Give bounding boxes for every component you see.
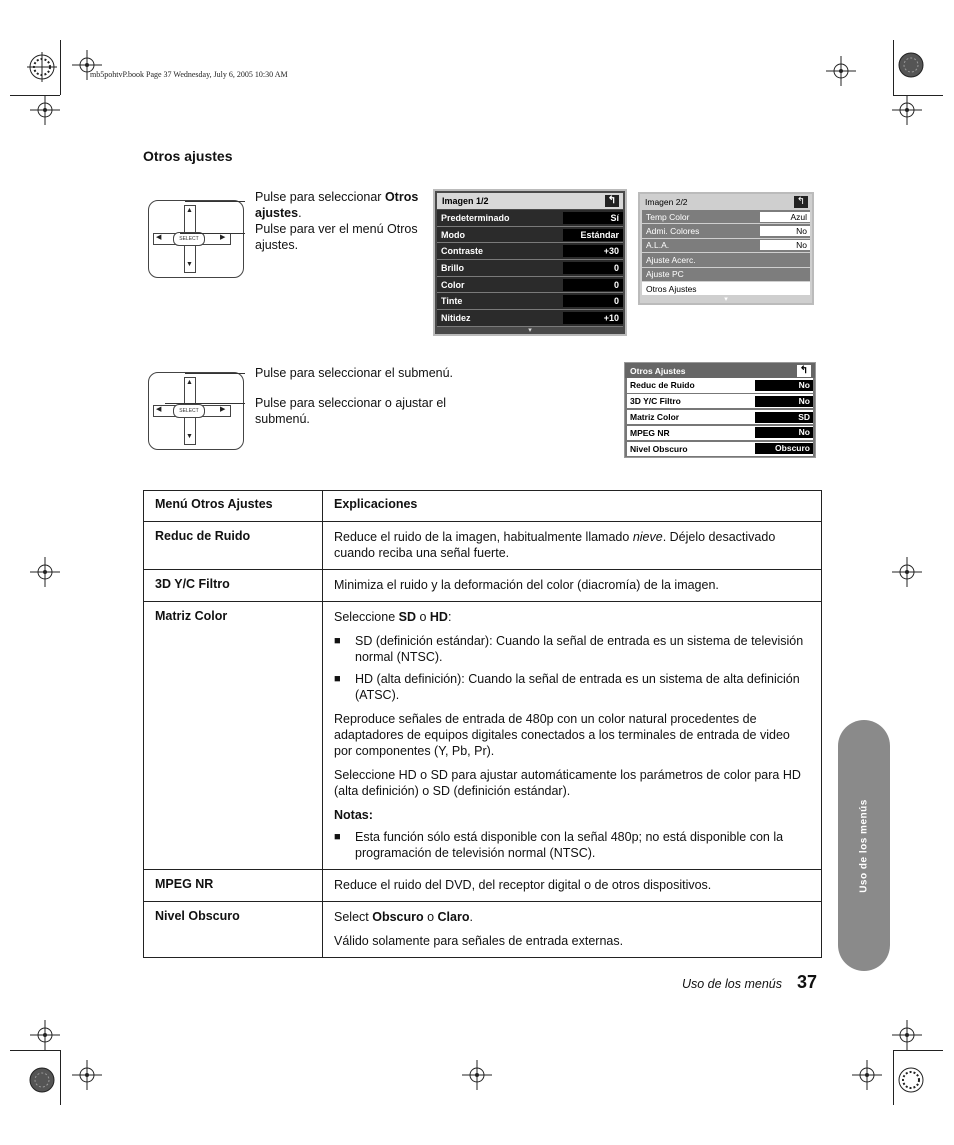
osd-menu-row [627,410,813,425]
osd-menu-row [627,378,813,393]
crop-mark [60,1050,61,1105]
osd-menu-row [437,227,623,244]
osd-row-label: Nitidez [441,312,471,323]
registration-mark-icon [896,50,926,80]
osd-menu-row [437,310,623,327]
select-button: SELECT [173,232,205,246]
osd-row-value: Azul [760,212,810,222]
table-row [144,522,822,570]
section-side-tab [838,720,890,971]
osd-row-value: +10 [563,312,623,324]
osd-row-label: Predeterminado [441,212,510,223]
crop-mark [893,1050,894,1105]
remote-dpad [148,200,242,276]
notes-label: Notas: [334,808,373,822]
return-icon: ↰ [794,196,808,208]
osd-row-label: Reduc de Ruido [630,380,695,391]
bullet-icon: ■ [334,673,341,685]
table-row [144,870,822,902]
table-row [144,570,822,602]
osd-row-label: Matriz Color [630,412,680,423]
osd-row-value: Estándar [563,229,623,241]
registration-mark-icon [27,1065,57,1095]
osd-title: Imagen 1/2 [442,196,489,206]
osd-row-value: Obscuro [755,443,813,454]
step1-instruction-2: Pulse para ver el menú Otros ajustes. [255,222,418,252]
section-title: Otros ajustes [143,148,233,164]
return-icon: ↰ [797,365,811,377]
table-header: Menú Otros Ajustes [144,491,323,522]
crop-mark [893,1050,943,1051]
osd-row-value: +30 [563,245,623,257]
crop-mark [10,1050,60,1051]
crosshair-icon [72,1060,102,1090]
crosshair-icon [30,557,60,587]
bullet-icon: ■ [334,635,341,647]
arrow-right-icon: ▶ [220,234,226,241]
osd-row-value: Sí [563,212,623,224]
menu-item-description: Select Obscuro o Claro. Válido solamente para señales de entrada externas. [323,902,822,958]
crosshair-icon [892,1020,922,1050]
osd-row-label: A.L.A. [646,240,670,251]
arrow-down-icon: ▼ [186,433,193,440]
osd-row-label: Otros Ajustes [646,283,697,294]
step2-instruction-2: Pulse para seleccionar o ajustar el submenú. [255,396,447,426]
side-tab-label: Uso de los menús [858,798,870,893]
menu-item-name: Matriz Color [144,602,323,870]
return-icon: ↰ [605,195,619,207]
osd-row-value: No [755,380,813,391]
arrow-up-icon: ▲ [186,379,193,386]
select-button: SELECT [173,404,205,418]
menu-item-description: Seleccione SD o HD: ■ SD (definición estándar): Cuando la señal de entrada es un sistema de televisión normal (NTSC). ■ HD (alta definición): Cuando la señal de entrada es un sistema de alta definición (ATSC). Reproduce señales de entrada de 480p con un color natural procedentes de adaptadores de equipos digitales conectados a los terminales de entrada de video por componentes (Y, Pb, Pr). Seleccione HD o SD para ajustar automáticamente los parámetros de color para HD (alta definición) o SD (definición estándar). Notas: ■ Esta función sólo está disponible con la señal 480p; no está disponible con la programación de televisión normal (NTSC). [323,602,822,870]
osd-row-value: No [755,427,813,438]
arrow-left-icon: ◀ [156,406,162,413]
osd-row-label: Modo [441,229,465,240]
osd-menu-row [642,268,810,282]
crosshair-icon [462,1060,492,1090]
osd-menu-row [437,260,623,277]
osd-menu-row [642,253,810,267]
menu-item-name: Reduc de Ruido [144,522,323,570]
remote-dpad [148,372,242,448]
osd-row-label: Temp Color [646,211,690,222]
osd-menu-row [627,394,813,409]
table-header: Explicaciones [323,491,822,522]
osd-row-value: 0 [563,295,623,307]
settings-table [143,490,822,958]
osd-row-label: Brillo [441,262,465,273]
step1-instruction-1: Pulse para seleccionar Otros ajustes. [255,190,419,220]
bullet-icon: ■ [334,831,341,843]
crosshair-icon [892,557,922,587]
menu-item-description: Reduce el ruido de la imagen, habitualmente llamado nieve. Déjelo desactivado cuando reciba una señal fuerte. [323,522,822,570]
crosshair-icon [30,1020,60,1050]
osd-row-label: Admi. Colores [646,226,700,237]
crosshair-icon [30,95,60,125]
arrow-down-icon: ▼ [186,261,193,268]
crosshair-icon [826,56,856,86]
menu-item-description: Reduce el ruido del DVD, del receptor digital o de otros dispositivos. [323,870,822,902]
crop-mark [893,40,894,95]
menu-item-name: Nivel Obscuro [144,902,323,958]
registration-mark-icon [27,52,57,82]
menu-item-name: MPEG NR [144,870,323,902]
osd-row-label: Ajuste PC [646,269,684,280]
osd-row-value: No [755,396,813,407]
osd-row-label: Tinte [441,296,463,307]
osd-row-label: Nivel Obscuro [630,443,688,454]
osd-menu-row [642,282,810,296]
osd-row-value: 0 [563,262,623,274]
menu-item-name: 3D Y/C Filtro [144,570,323,602]
print-header: mb5pohtvP.book Page 37 Wednesday, July 6, 2005 10:30 AM [90,70,288,79]
arrow-up-icon: ▲ [186,207,193,214]
registration-mark-icon [896,1065,926,1095]
osd-menu-imagen-2 [638,192,814,305]
osd-row-value: 0 [563,279,623,291]
crosshair-icon [852,1060,882,1090]
osd-menu-row [642,239,810,253]
leader-line [180,233,245,234]
osd-row-value: No [760,226,810,236]
osd-row-value: SD [755,412,813,423]
table-header-row [144,491,822,522]
osd-row-label: 3D Y/C Filtro [630,396,681,407]
osd-menu-row [437,210,623,227]
step2-instruction-1: Pulse para seleccionar el submenú. [255,366,454,380]
crop-mark [60,40,61,95]
osd-menu-row [437,293,623,310]
arrow-left-icon: ◀ [156,234,162,241]
osd-title: Imagen 2/2 [645,197,688,207]
osd-menu-row [437,277,623,294]
scroll-down-icon: ▾ [724,296,728,304]
menu-item-description: Minimiza el ruido y la deformación del color (diacromía) de la imagen. [323,570,822,602]
scroll-down-icon: ▾ [528,326,532,334]
osd-row-value: No [760,240,810,250]
crosshair-icon [892,95,922,125]
osd-menu-otros-ajustes [624,362,816,458]
osd-row-label: MPEG NR [630,427,670,438]
osd-menu-row [642,224,810,238]
osd-row-label: Ajuste Acerc. [646,254,696,265]
arrow-right-icon: ▶ [220,406,226,413]
osd-menu-row [437,243,623,260]
osd-menu-row [642,210,810,224]
leader-line [185,373,245,374]
osd-row-label: Color [441,279,465,290]
leader-line [165,403,245,404]
page-number: 37 [797,972,818,992]
leader-line [185,201,245,202]
osd-title: Otros Ajustes [630,365,686,376]
osd-menu-row [627,426,813,441]
osd-row-label: Contraste [441,246,484,257]
osd-menu-row [627,442,813,457]
table-row [144,602,822,870]
osd-menu-imagen-1 [433,189,627,336]
table-row [144,902,822,958]
footer-label: Uso de los menús [681,977,782,991]
